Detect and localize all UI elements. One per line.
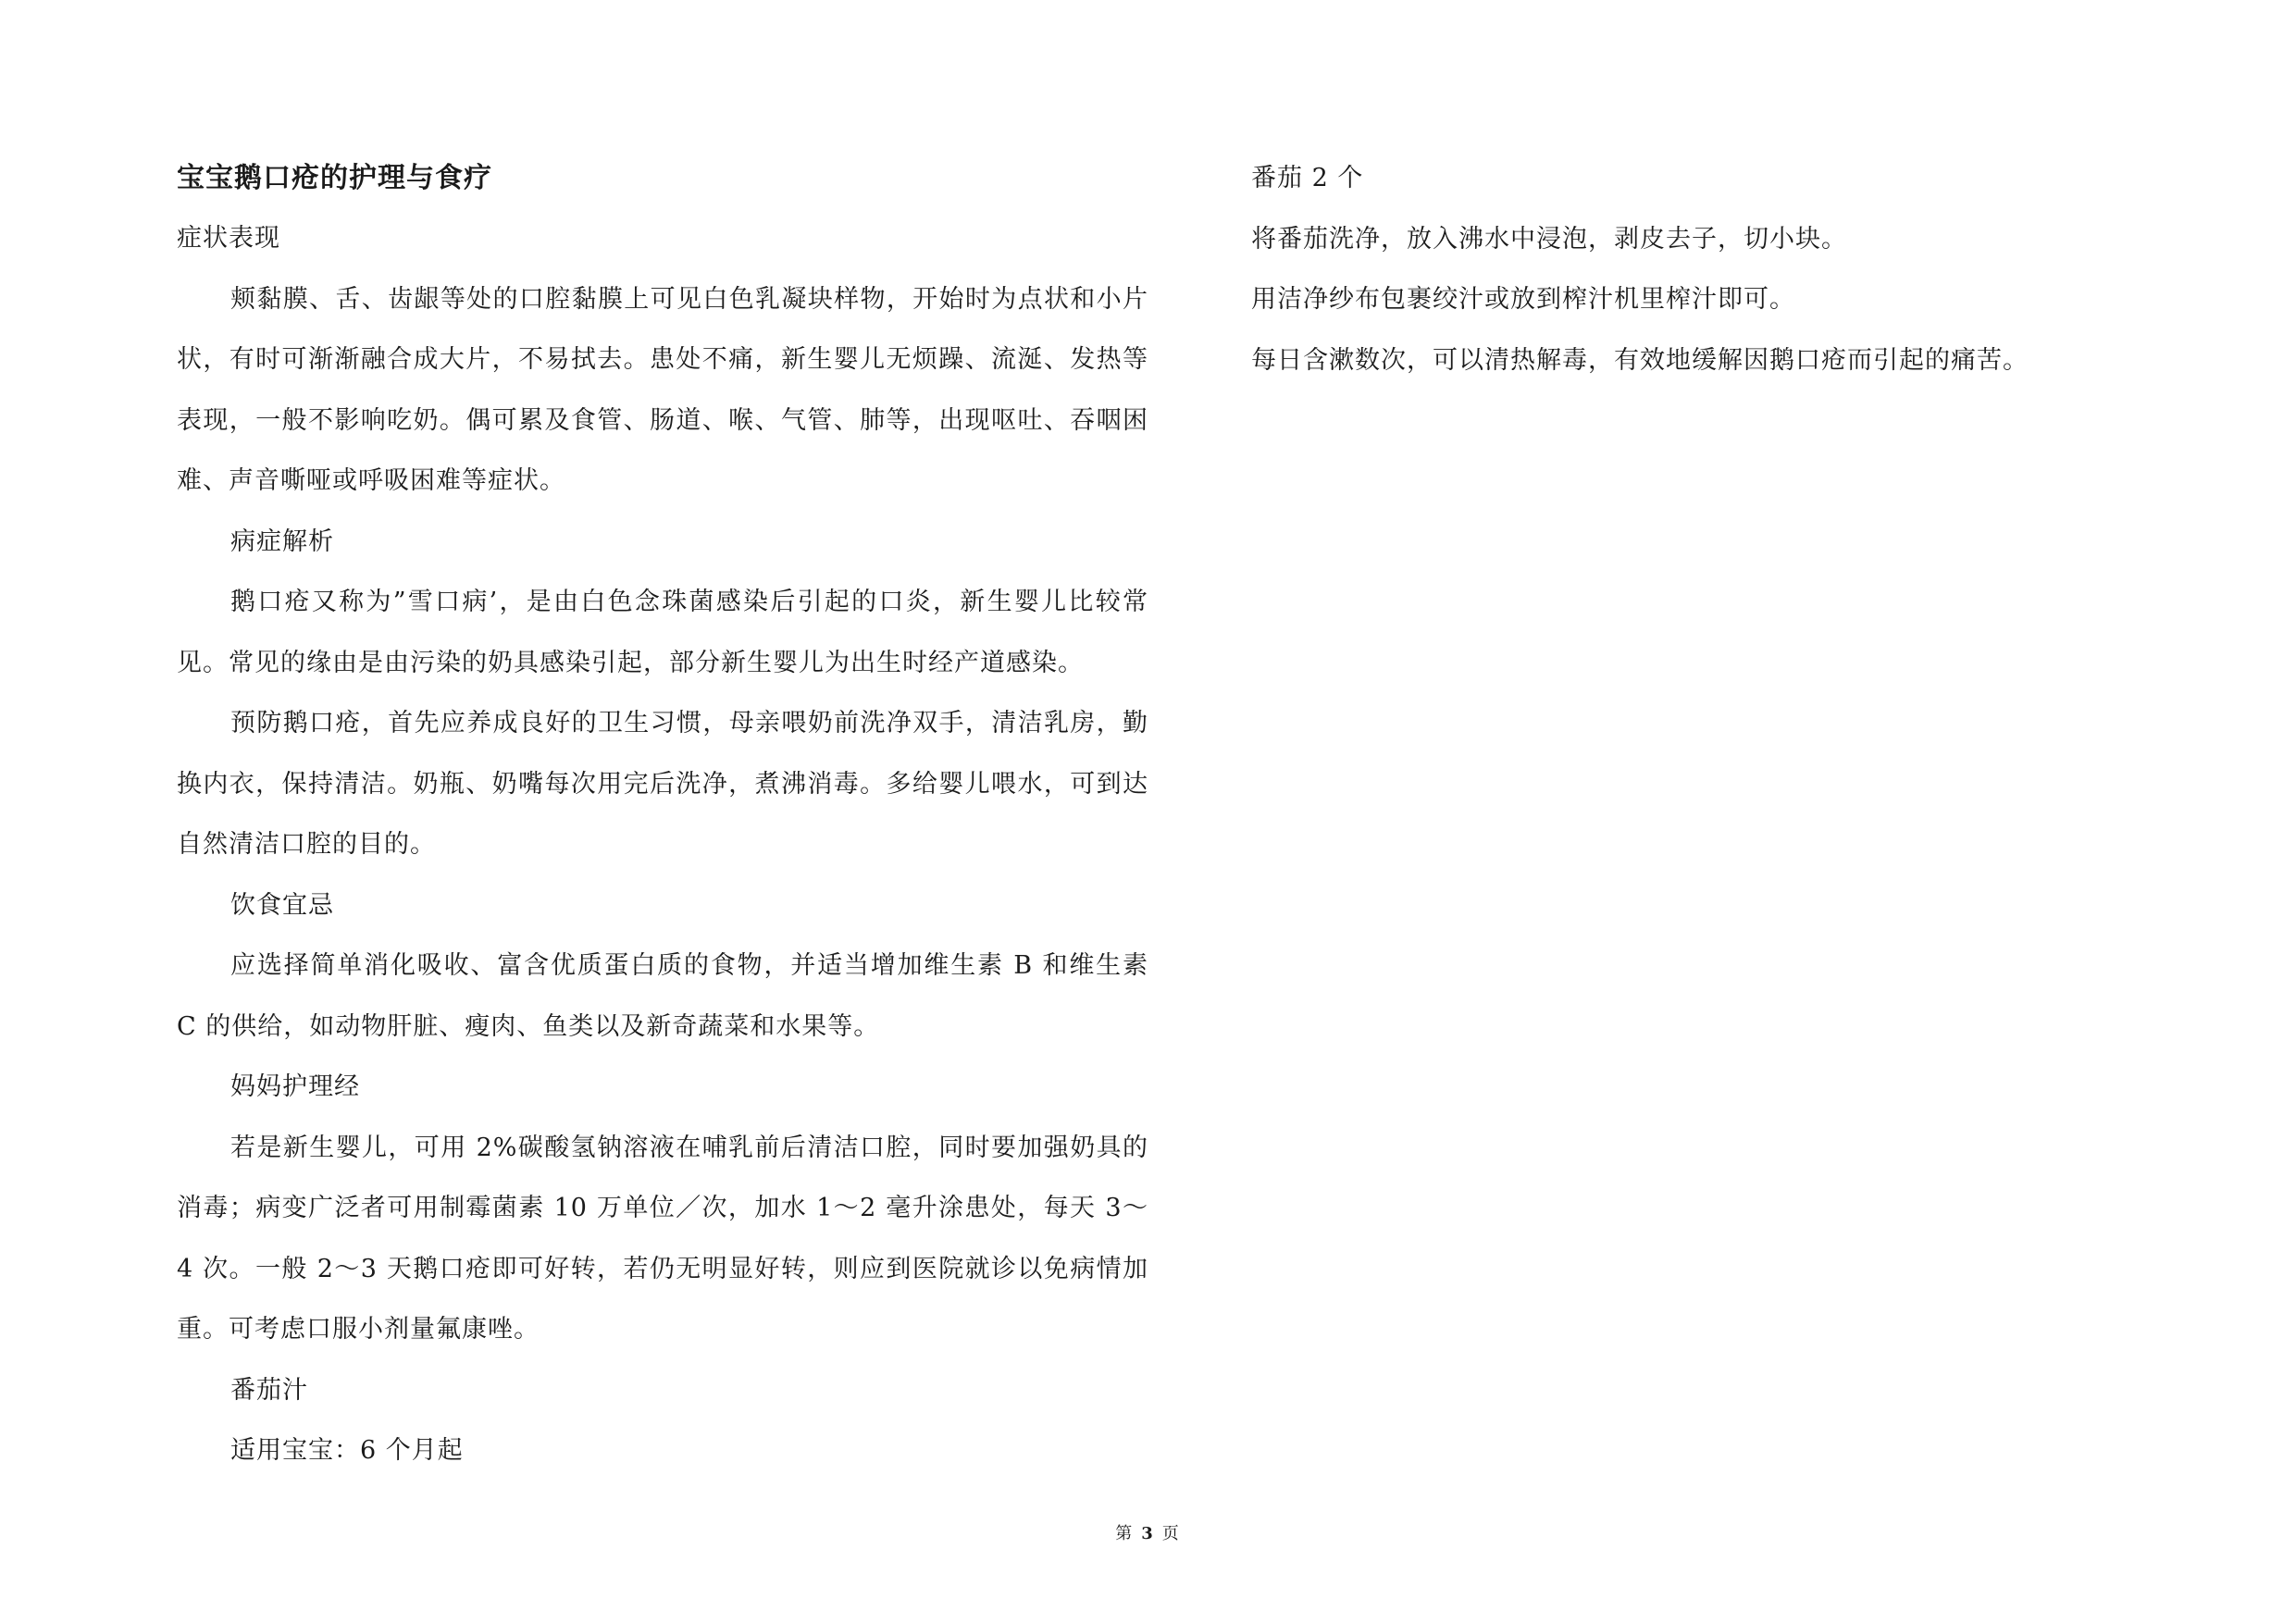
- section-heading-symptoms: 症状表现: [177, 224, 280, 253]
- page-number: 3: [1141, 1524, 1155, 1543]
- recipe-step-1: 将番茄洗净，放入沸水中浸泡，剥皮去子，切小块。: [1251, 224, 1847, 254]
- recipe-step-2: 用洁净纱布包裹绞汁或放到榨汁机里榨汁即可。: [1251, 285, 1795, 314]
- recipe-title: 番茄汁: [230, 1375, 308, 1405]
- footer-prefix: 第: [1115, 1524, 1135, 1543]
- section-heading-analysis: 病症解析: [230, 527, 334, 556]
- paragraph-prevention: 预防鹅口疮，首先应养成良好的卫生习惯，母亲喂奶前洗净双手，清洁乳房，勤换内衣，保持清洁。奶瓶、奶嘴每次用完后洗净，煮沸消毒。多给婴儿喂水，可到达自然清洁口腔的目的。: [177, 709, 1148, 859]
- document-title: 宝宝鹅口疮的护理与食疗: [177, 162, 492, 194]
- paragraph-care: 若是新生婴儿，可用 2%碳酸氢钠溶液在哺乳前后清洁口腔，同时要加强奶具的消毒；病变广泛者可用制霉菌素 10 万单位／次，加水 1～2 毫升涂患处，每天 3～4 次。一般 2～3 天鹅口疮即可好转，若仍无明显好转，则应到医院就诊以免病情加重。可考虑口服小剂量氟康唑。: [177, 1133, 1148, 1344]
- footer-suffix: 页: [1161, 1524, 1181, 1543]
- paragraph-diet: 应选择简单消化吸收、富含优质蛋白质的食物，并适当增加维生素 B 和维生素 C 的供给，如动物肝脏、瘦肉、鱼类以及新奇蔬菜和水果等。: [177, 951, 1148, 1041]
- section-heading-diet: 饮食宜忌: [230, 890, 334, 920]
- paragraph-symptoms: 颊黏膜、舌、齿龈等处的口腔黏膜上可见白色乳凝块样物，开始时为点状和小片状，有时可渐渐融合成大片，不易拭去。患处不痛，新生婴儿无烦躁、流涎、发热等表现，一般不影响吃奶。偶可累及食管、肠道、喉、气管、肺等，出现呕吐、吞咽困难、声音嘶哑或呼吸困难等症状。: [177, 284, 1148, 495]
- page-footer: [0, 1523, 2296, 1545]
- section-heading-care: 妈妈护理经: [230, 1072, 360, 1101]
- recipe-ingredients: 番茄 2 个: [1251, 164, 1364, 192]
- left-column: [177, 148, 1148, 1481]
- recipe-age: 适用宝宝：6 个月起: [230, 1436, 464, 1465]
- recipe-usage: 每日含漱数次，可以清热解毒，有效地缓解因鹅口疮而引起的痛苦。: [1251, 345, 2029, 375]
- right-column: [1251, 148, 2223, 390]
- paragraph-analysis: 鹅口疮又称为”雪口病’，是由白色念珠菌感染后引起的口炎，新生婴儿比较常见。常见的缘由是由污染的奶具感染引起，部分新生婴儿为出生时经产道感染。: [177, 588, 1148, 677]
